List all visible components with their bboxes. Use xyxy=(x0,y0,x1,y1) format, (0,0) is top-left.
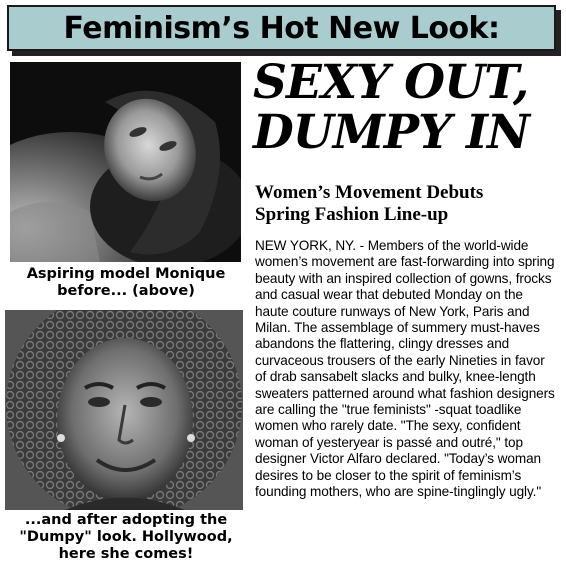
headline: SEXY OUT, DUMPY IN xyxy=(253,55,529,160)
after-caption: ...and after adopting the "Dumpy" look. Hollywood, here she comes! xyxy=(19,512,233,562)
before-photo xyxy=(10,62,241,262)
banner-title: Feminism’s Hot New Look: xyxy=(63,10,500,46)
headline-banner xyxy=(7,5,556,51)
before-caption: Aspiring model Monique before... (above) xyxy=(26,266,226,299)
article-body: NEW YORK, NY. - Members of the world-wide women’s movement are fast-forwarding into spring beauty with an inspired collection of gowns, frocks and casual wear that debuted Monday on the haute couture runways of New York, Paris and Milan. The assemblage of summery must-haves abandons the flattering, clingy dresses and curvaceous trousers of the early Nineties in favor of drab sansabelt slacks and bulky, knee-length sweaters patterned around what fashion designers are calling the "true feminists" -squat toadlike women who rarely date. "The sexy, confident woman of yesteryear is passé and outré," top designer Victor Alfaro declared. "Today’s woman desires to be closer to the spirit of feminism’s founding mothers, who are spine-tinglingly ugly." xyxy=(255,238,555,500)
after-photo xyxy=(5,310,243,510)
subheadline: Women’s Movement Debuts Spring Fashion Line-up xyxy=(255,182,484,225)
